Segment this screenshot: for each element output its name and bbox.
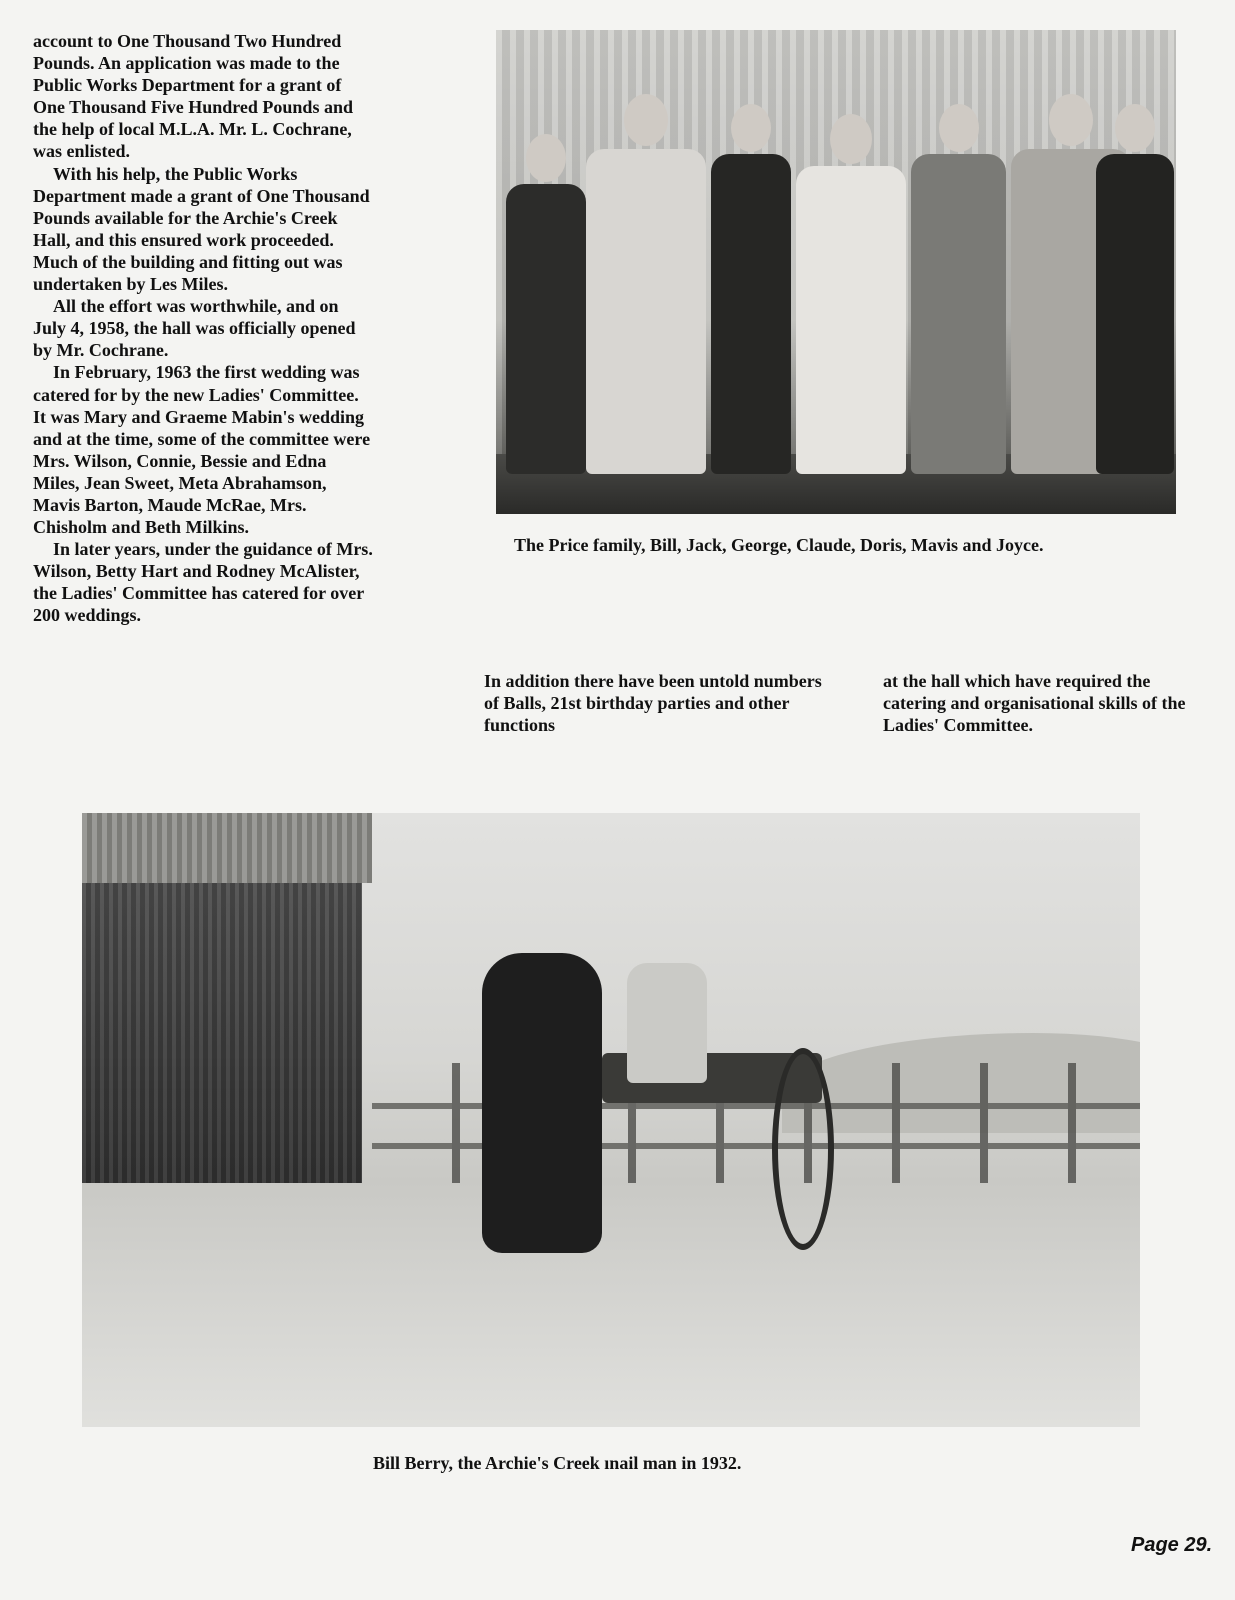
paragraph-4: In February, 1963 the first wedding was catered for by the new Ladies' Committee. It was Mary and Graeme Mabin's wedding and at the time, some of the committee were Mrs. Wilson, Connie, Bessie and Edna Miles, Jean Sweet, Meta Abrahamson, Mavis Barton, Maude McRae, Mrs. Chisholm and Beth Milkins. [33, 362, 371, 538]
mail-man-photo-caption: Bill Berry, the Archie's Creek ınail man in 1932. [373, 1453, 742, 1473]
person-figure [796, 114, 906, 474]
person-figure [911, 104, 1006, 474]
photo-horse [482, 953, 602, 1253]
paragraph-1: account to One Thousand Two Hundred Pounds. An application was made to the Public Works Department for a grant of One Thousand Five Hundred Pounds and the help of local M.L.A. Mr. L. Cochrane, was enlisted. [33, 31, 353, 162]
photo-shed-roof [82, 813, 372, 883]
paragraph-3: All the effort was worthwhile, and on July 4, 1958, the hall was officially opened by Mr. Cochrane. [33, 296, 356, 361]
person-figure [586, 94, 706, 474]
family-photo-caption: The Price family, Bill, Jack, George, Claude, Doris, Mavis and Joyce. [514, 535, 1044, 555]
page-number: Page 29. [1131, 1534, 1213, 1556]
person-figure [711, 104, 791, 474]
mail-man-photo [82, 813, 1140, 1427]
price-family-photo [496, 30, 1176, 514]
left-column-text [33, 30, 373, 627]
paragraph-5: In later years, under the guidance of Mrs. Wilson, Betty Hart and Rodney McAlister, the Ladies' Committee has catered for over 200 weddings. [33, 539, 373, 626]
photo-cart-wheel [772, 1048, 834, 1250]
middle-text-a: In addition there have been untold numbers of Balls, 21st birthday parties and other functions [484, 671, 822, 736]
person-figure [1096, 104, 1174, 474]
middle-text-b: at the hall which have required the catering and organisational skills of the Ladies' Committee. [883, 671, 1186, 736]
person-figure [506, 134, 586, 474]
paragraph-2: With his help, the Public Works Department made a grant of One Thousand Pounds available for the Archie's Creek Hall, and this ensured work proceeded. Much of the building and fitting out was undertaken by Les Miles. [33, 163, 370, 295]
photo-rider [627, 963, 707, 1083]
